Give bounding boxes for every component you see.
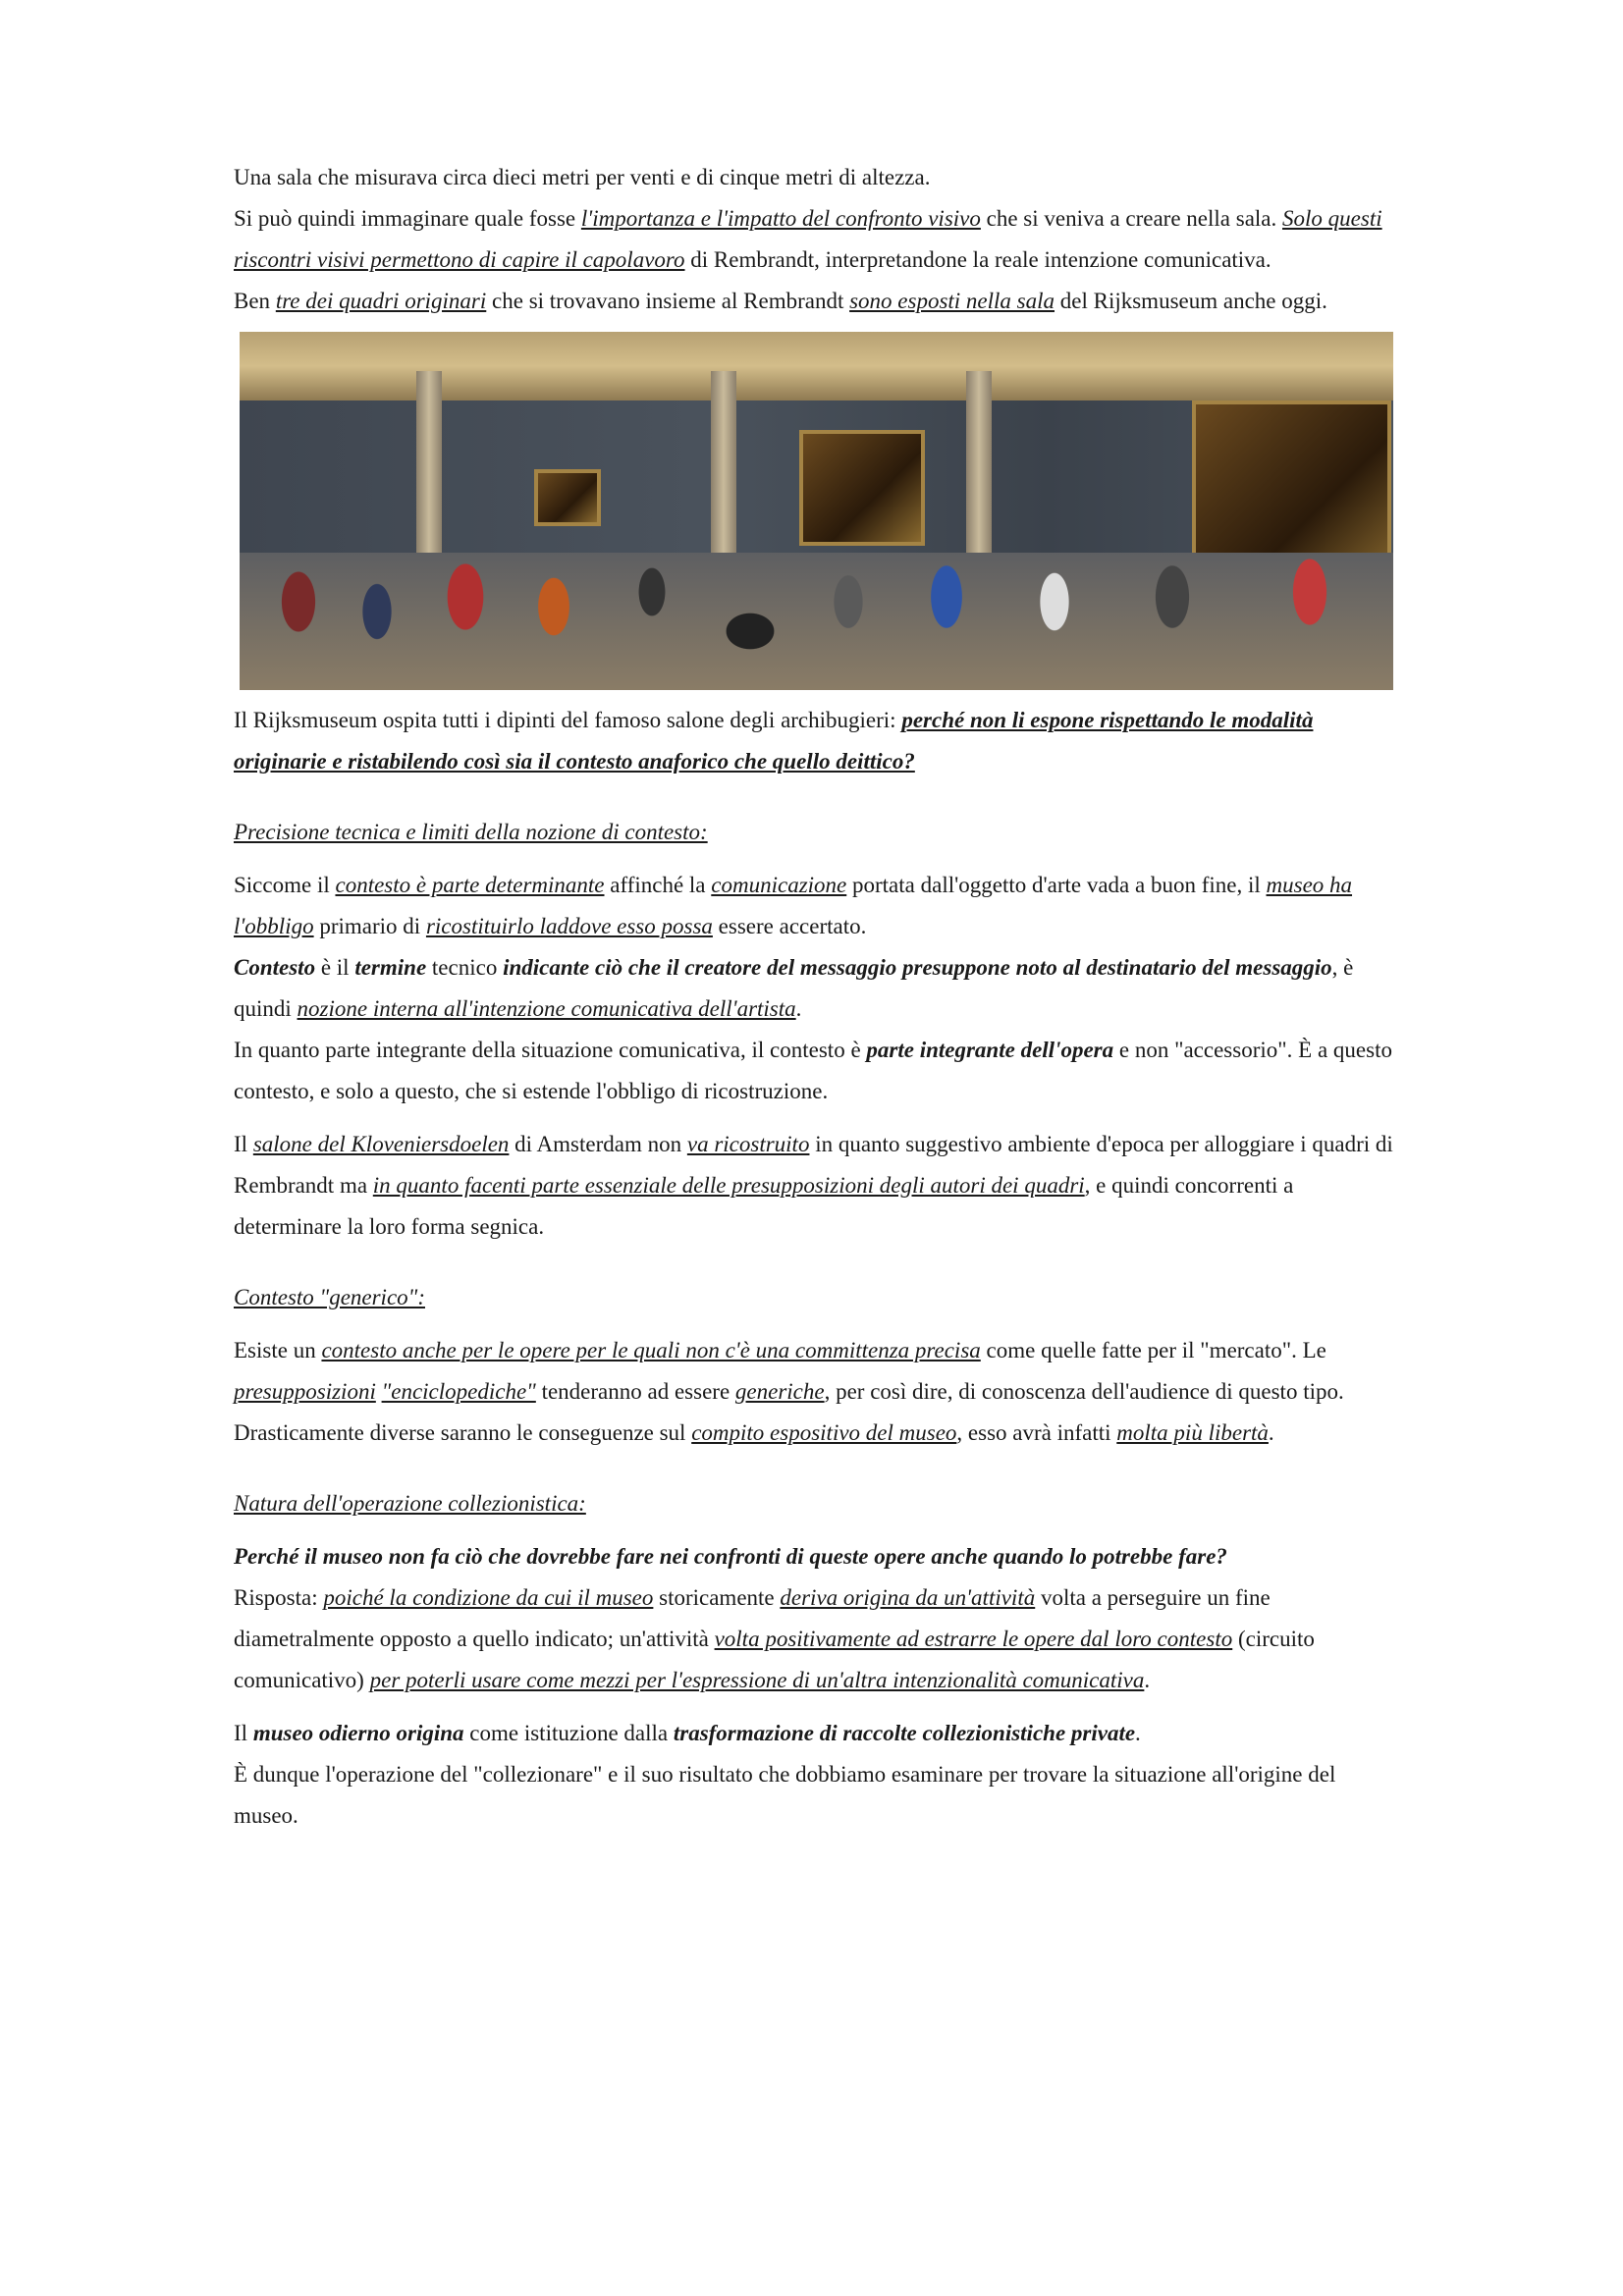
heading-contesto-generico: Contesto "generico": — [234, 1285, 425, 1309]
paragraph-4: Il salone del Kloveniersdoelen di Amsterdam non va ricostruito in quanto suggestivo ambiente d'epoca per alloggiare i quadri di Rembrandt ma in quanto facenti parte essenziale delle presupposizioni degli autori dei quadri, e quindi concorrenti a determinare la loro forma segnica. — [234, 1132, 1393, 1239]
paragraph-5: Esiste un contesto anche per le opere per le quali non c'è una committenza precisa come quelle fatte per il "mercato". Le presupposizioni "enciclopediche" tenderanno ad essere generiche, per così dire, di conoscenza dell'audience di questo tipo. Drasticamente diverse saranno le conseguenze sul compito espositivo del museo, esso avrà infatti molta più libertà. — [234, 1338, 1344, 1445]
heading-precisione: Precisione tecnica e limiti della nozione di contesto: — [234, 820, 708, 844]
paragraph-1: Una sala che misurava circa dieci metri per venti e di cinque metri di altezza. Si può quindi immaginare quale fosse l'importanza e l'impatto del confronto visivo che si veniva a creare nella sala. Solo questi riscontri visivi permettono di capire il capolavoro di Rembrandt, interpretandone la reale intenzione comunicativa. Ben tre dei quadri originari che si trovavano insieme al Rembrandt sono esposti nella sala del Rijksmuseum anche oggi. — [234, 165, 1382, 313]
paragraph-6: Perché il museo non fa ciò che dovrebbe fare nei confronti di queste opere anche quando lo potrebbe fare? Risposta: poiché la condizione da cui il museo storicamente deriva origina da un'attività volta a perseguire un fine diametralmente opposto a quello indicato; un'attività volta positivamente ad estrarre le opere dal loro contesto (circuito comunicativo) per poterli usare come mezzi per l'espressione di un'altra intenzionalità comunicativa. — [234, 1544, 1315, 1692]
heading-natura-collezionistica: Natura dell'operazione collezionistica: — [234, 1491, 586, 1516]
photo-crowd — [240, 504, 1393, 670]
document-page — [234, 157, 1402, 1837]
photo-ceiling — [240, 332, 1393, 400]
paragraph-3: Siccome il contesto è parte determinante affinché la comunicazione portata dall'oggetto d'arte vada a buon fine, il museo ha l'obbligo primario di ricostituirlo laddove esso possa essere accertato. Contesto è il termine tecnico indicante ciò che il creatore del messaggio presuppone noto al destinatario del messaggio, è quindi nozione interna all'intenzione comunicativa dell'artista. In quanto parte integrante della situazione comunicativa, il contesto è parte integrante dell'opera e non "accessorio". È a questo contesto, e solo a questo, che si estende l'obbligo di ricostruzione. — [234, 873, 1392, 1103]
museum-hall-photo — [240, 332, 1393, 690]
paragraph-2: Il Rijksmuseum ospita tutti i dipinti del famoso salone degli archibugieri: perché non li espone rispettando le modalità originarie e ristabilendo così sia il contesto anaforico che quello deittico? — [234, 708, 1314, 774]
paragraph-7: Il museo odierno origina come istituzione dalla trasformazione di raccolte collezionistiche private. È dunque l'operazione del "collezionare" e il suo risultato che dobbiamo esaminare per trovare la situazione all'origine del museo. — [234, 1721, 1336, 1828]
